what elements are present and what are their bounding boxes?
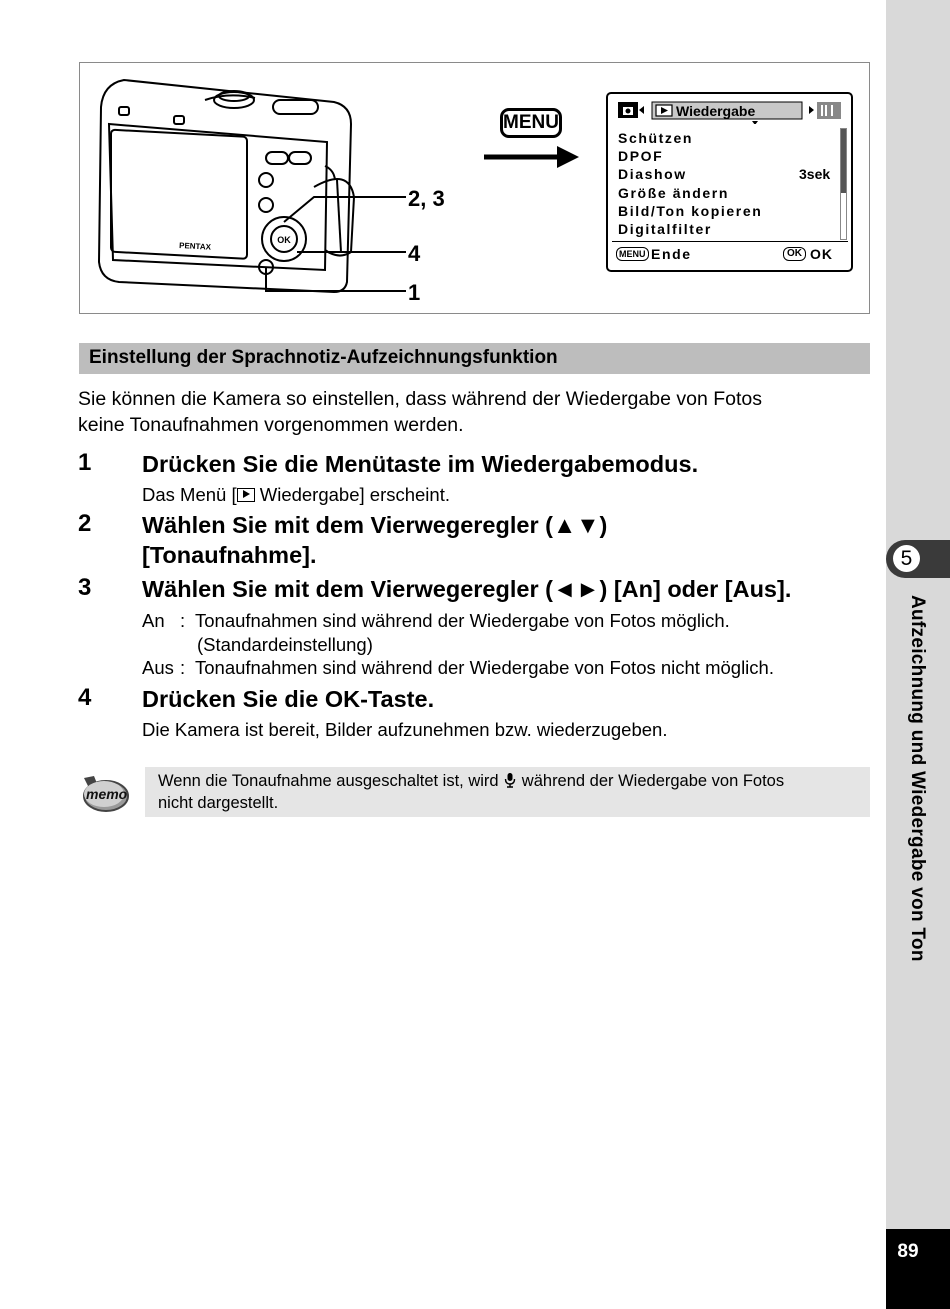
screen-ok-key-icon: OK [783,247,806,261]
menu-key-icon: MENU [500,108,562,138]
screen-footer-right: OK [810,246,833,262]
screen-scrollbar-thumb [841,129,846,193]
step-3-title: Wählen Sie mit dem Vierwegeregler (◄►) [An] oder [Aus]. [142,576,792,602]
chapter-title: Aufzeichnung und Wiedergabe von Ton [907,595,928,962]
step-1-sub-prefix: Das Menü [ [142,484,237,505]
page-number: 89 [897,1241,919,1262]
memo-text-line-2: nicht dargestellt. [158,794,279,812]
screen-item-0: Schützen [618,130,694,146]
option-aus-label: Aus [142,657,174,678]
microphone-icon [503,772,517,788]
playback-icon [237,488,255,502]
screen-item-1: DPOF [618,148,664,164]
option-aus-colon: : [180,657,186,678]
screen-footer-divider [612,241,848,242]
option-an-label: An [142,610,165,631]
option-an-text: Tonaufnahmen sind während der Wiedergabe von Fotos möglich. [195,610,730,631]
camera-brand: PENTAX [178,241,212,252]
screen-tab-label: Wiedergabe [676,103,756,119]
screen-item-4: Bild/Ton kopieren [618,203,763,219]
option-an-note: (Standardeinstellung) [197,634,373,655]
step-3-number: 3 [78,574,92,601]
screen-item-3: Größe ändern [618,185,729,201]
step-2-title-line-2: [Tonaufnahme]. [142,542,317,568]
step-4-title: Drücken Sie die OK-Taste. [142,686,435,712]
memo-text [158,770,863,814]
screen-menu-key-icon: MENU [616,247,649,261]
memo-text-before: Wenn die Tonaufnahme ausgeschaltet ist, wird [158,772,499,790]
option-an-colon: : [180,610,186,631]
callout-4: 4 [408,241,421,266]
memo-icon-label: memo [86,786,128,802]
screen-item-2: Diashow [618,166,687,182]
step-2-title-line-1: Wählen Sie mit dem Vierwegeregler (▲▼) [142,512,608,538]
callout-1: 1 [408,280,421,305]
intro-line-1: Sie können die Kamera so einstellen, dass während der Wiedergabe von Fotos [78,388,762,410]
intro-line-2: keine Tonaufnahmen vorgenommen werden. [78,414,464,436]
memo-text-after: während der Wiedergabe von Fotos [521,772,785,790]
screen-item-5: Digitalfilter [618,221,712,237]
step-1-title: Drücken Sie die Menütaste im Wiedergabemodus. [142,451,699,477]
step-2-number: 2 [78,510,92,537]
option-aus-text: Tonaufnahmen sind während der Wiedergabe von Fotos nicht möglich. [195,657,774,678]
callout-2-3: 2, 3 [408,186,445,211]
camera-ok-label: OK [277,235,291,245]
section-title: Einstellung der Sprachnotiz-Aufzeichnungsfunktion [89,347,558,368]
step-4-number: 4 [78,684,92,711]
step-1-sub [142,483,450,506]
step-4-sub: Die Kamera ist bereit, Bilder aufzunehmen bzw. wiederzugeben. [142,719,668,740]
step-1-sub-suffix: Wiedergabe] erscheint. [254,484,450,505]
screen-item-2-value: 3sek [799,166,831,182]
chapter-number: 5 [893,545,920,572]
screen-footer-left: Ende [651,246,692,262]
step-1-number: 1 [78,449,92,476]
